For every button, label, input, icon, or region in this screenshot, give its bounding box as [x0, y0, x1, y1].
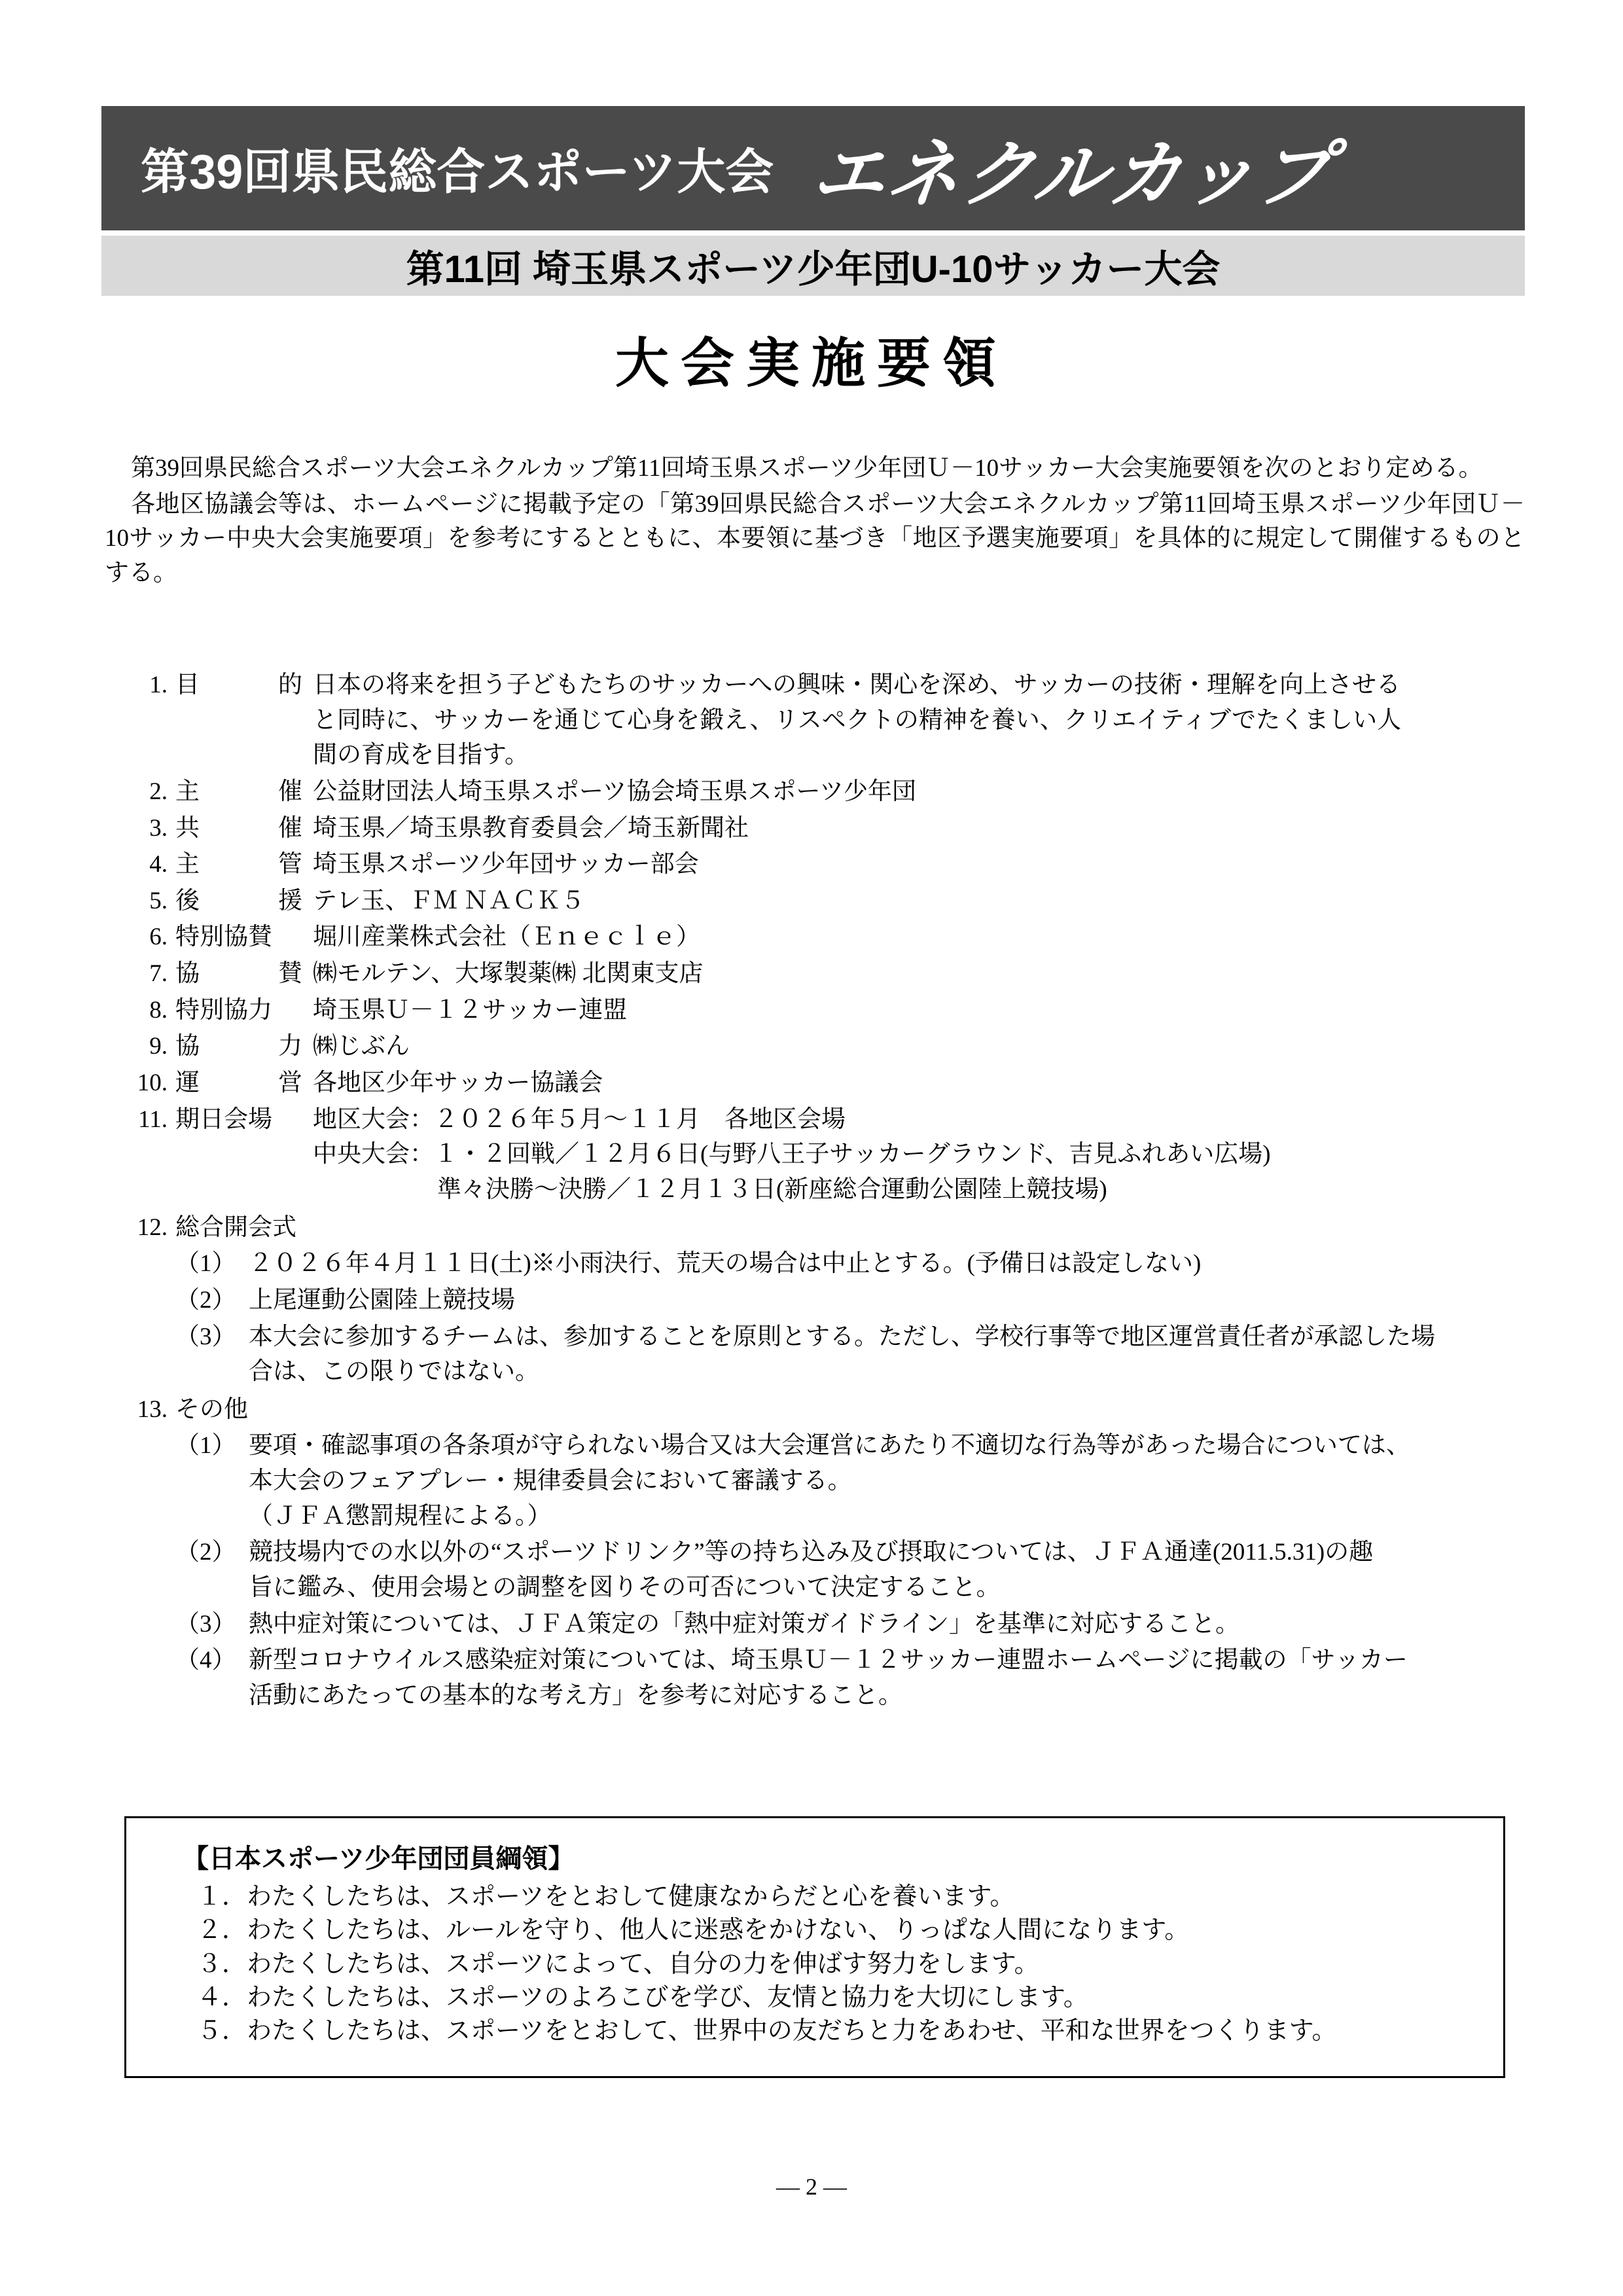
sub-item [124, 1535, 1531, 1605]
item-body-line: ㈱モルテン、大塚製薬㈱ 北関東支店 [313, 960, 704, 988]
item-number: 6. [149, 924, 168, 951]
sub-item-body [249, 1607, 1531, 1642]
item-label-part-b: 援 [278, 887, 302, 914]
item-body-line: 埼玉県スポーツ少年団サッカー部会 [313, 851, 699, 878]
item-label-part-a: 協 [175, 1033, 200, 1060]
item-body-line: 中央大会：１・２回戦／１２月６日(与野八王子サッカーグラウンド、吉見ふれあい広場) [313, 1141, 1271, 1168]
sub-item [124, 1319, 1531, 1390]
item-body [313, 920, 1531, 955]
item-body-line-indented: 準々決勝〜決勝／１２月１３日(新座総合運動公園陸上競技場) [437, 1175, 1107, 1203]
sub-item-line: 上尾運動公園陸上競技場 [249, 1286, 515, 1314]
item-body [313, 1066, 1531, 1101]
sub-item-number: （2） [175, 1539, 236, 1566]
item-body [313, 774, 1531, 810]
page-title: 大会実施要領 [615, 334, 1008, 393]
item-label [175, 1066, 313, 1101]
page-number: ― 2 ― [776, 2174, 847, 2200]
item-label-part-b: 賛 [278, 960, 302, 988]
sub-item-line: 合は、この限りではない。 [249, 1358, 539, 1386]
item-label-part-a: 協 [175, 960, 200, 988]
list-item [124, 811, 1531, 846]
sub-item-number: （2） [175, 1286, 236, 1314]
item-body [313, 1102, 1531, 1208]
item-label: その他 [175, 1395, 248, 1423]
sub-item [124, 1607, 1531, 1642]
item-body [313, 1029, 1531, 1064]
list-item [124, 774, 1531, 810]
intro-section [105, 452, 1525, 592]
list-item [124, 1102, 1531, 1208]
sub-item-body [249, 1428, 1531, 1534]
creed-title: 【日本スポーツ少年団団員綱領】 [183, 1844, 575, 1873]
item-body-line: ㈱じぶん [313, 1033, 410, 1060]
sub-item-line: ２０２６年４月１１日(土)※小雨決行、荒天の場合は中止とする。(予備日は設定しない) [249, 1250, 1202, 1278]
requirements-list [124, 668, 1531, 1713]
item-number: 3. [149, 814, 168, 842]
item-number: 10. [137, 1069, 168, 1097]
subtitle-banner [101, 236, 1525, 296]
sub-item-number: （1） [175, 1432, 236, 1460]
list-item [124, 847, 1531, 882]
sub-item-line: 熱中症対策については、ＪＦＡ策定の「熱中症対策ガイドライン」を基準に対応すること。 [249, 1610, 1240, 1638]
sub-item-number: （3） [175, 1323, 236, 1350]
list-item [124, 668, 1531, 773]
sub-item-line: 新型コロナウイルス感染症対策については、埼玉県Ｕ－１２サッカー連盟ホームページに掲載の「サッカー [249, 1647, 1408, 1674]
sub-item-line: 旨に鑑み、使用会場との調整を図りその可否について決定すること。 [249, 1574, 1001, 1602]
sub-item [124, 1428, 1531, 1534]
item-body-line: 埼玉県Ｕ－１２サッカー連盟 [313, 996, 628, 1024]
item-number: 5. [149, 887, 168, 914]
item-body-line: 各地区少年サッカー協議会 [313, 1069, 603, 1097]
sub-item-body [249, 1246, 1531, 1282]
sub-item-line: 要項・確認事項の各条項が守られない場合又は大会運営にあたり不適切な行為等があった場合については、 [249, 1432, 1410, 1460]
item-label-part-b: 的 [278, 672, 302, 698]
item-label [175, 811, 313, 846]
item-number: 2. [149, 778, 168, 805]
intro-paragraph-1: 第39回県民総合スポーツ大会エネクルカップ第11回埼玉県スポーツ少年団Ｕ－10サッカー大会実施要領を次のとおり定める。 [131, 455, 1483, 482]
item-body-line: 公益財団法人埼玉県スポーツ協会埼玉県スポーツ少年団 [313, 778, 917, 805]
list-item [124, 1066, 1531, 1101]
item-body-line: 埼玉県／埼玉県教育委員会／埼玉新聞社 [313, 814, 749, 842]
intro-paragraph-2: 各地区協議会等は、ホームページに掲載予定の「第39回県民総合スポーツ大会エネクルカップ第11回埼玉県スポーツ少年団Ｕ－10サッカー中央大会実施要項」を参考にするとともに、本要領に基づき「地区予選実施要項」を具体的に規定して開催するものとする。 [105, 490, 1525, 586]
sub-item [124, 1246, 1531, 1282]
list-item [124, 884, 1531, 919]
item-body [313, 884, 1531, 919]
item-label [175, 668, 313, 703]
list-item [124, 1392, 1531, 1713]
item-label: 期日会場 [175, 1105, 272, 1133]
banner-sponsor-cup-name: エネクルカップ [808, 133, 1336, 215]
sub-item-body [249, 1643, 1531, 1713]
item-label-part-a: 運 [175, 1069, 200, 1097]
item-number: 9. [149, 1033, 168, 1060]
list-item [124, 993, 1531, 1028]
item-body [313, 668, 1531, 773]
item-label-part-a: 主 [175, 778, 200, 805]
section-head [124, 1210, 1531, 1246]
sub-item-body [249, 1283, 1531, 1318]
item-label-part-b: 管 [278, 851, 302, 878]
sub-item [124, 1283, 1531, 1318]
item-body [313, 993, 1531, 1028]
item-label-part-a: 後 [175, 887, 200, 914]
item-body-line: 間の育成を目指す。 [313, 742, 529, 769]
item-body-line: 日本の将来を担う子どもたちのサッカーへの興味・関心を深め、サッカーの技術・理解を向上させる [313, 672, 1401, 698]
item-body-line: テレ玉、ＦＭ ＮＡＣＫ５ [313, 887, 585, 914]
creed-line: ５．わたくしたちは、スポーツをとおして、世界中の友だちと力をあわせ、平和な世界をつくります。 [197, 2017, 1337, 2045]
item-label-part-b: 催 [278, 778, 302, 805]
banner-event-name: 第39回県民総合スポーツ大会 [141, 145, 774, 199]
list-item [124, 1029, 1531, 1064]
sub-item-line: 本大会に参加するチームは、参加することを原則とする。ただし、学校行事等で地区運営責任者が承認した場 [249, 1323, 1435, 1350]
item-label [175, 1029, 313, 1064]
sub-item-line: （ＪＦＡ懲罰規程による。） [249, 1502, 552, 1530]
item-label [175, 847, 313, 882]
sub-item-line: 活動にあたっての基本的な考え方」を参考に対応すること。 [249, 1681, 902, 1709]
sub-item-body [249, 1535, 1531, 1605]
item-body-line: と同時に、サッカーを通じて心身を鍛え、リスペクトの精神を養い、クリエイティブでたくましい人 [313, 706, 1402, 734]
item-label-part-a: 主 [175, 851, 200, 878]
creed-line: １．わたくしたちは、スポーツをとおして健康なからだと心を養います。 [197, 1883, 1015, 1910]
item-number: 12. [137, 1213, 168, 1241]
creed-line: ３．わたくしたちは、スポーツによって、自分の力を伸ばす努力をします。 [197, 1950, 1039, 1978]
list-item [124, 956, 1531, 992]
item-number: 1. [149, 672, 168, 698]
creed-line: ４．わたくしたちは、スポーツのよろこびを学び、友情と協力を大切にします。 [197, 1983, 1088, 2011]
list-item [124, 920, 1531, 955]
item-body [313, 811, 1531, 846]
sub-item-number: （4） [175, 1647, 236, 1674]
item-number: 8. [149, 996, 168, 1024]
item-label [175, 774, 313, 810]
item-label: 総合開会式 [175, 1213, 296, 1241]
list-item [124, 1210, 1531, 1390]
item-label-part-a: 目 [175, 672, 200, 698]
item-body [313, 847, 1531, 882]
item-label [175, 956, 313, 992]
item-label-part-b: 力 [278, 1033, 302, 1060]
item-number: 4. [149, 851, 168, 878]
title-banner [101, 106, 1525, 230]
sub-item-body [249, 1319, 1531, 1390]
creed-box [124, 1816, 1505, 2078]
subtitle-text: 第11回 埼玉県スポーツ少年団U-10サッカー大会 [406, 248, 1221, 291]
sub-item-number: （3） [175, 1610, 236, 1638]
item-label-part-a: 共 [175, 814, 200, 842]
creed-line: ２．わたくしたちは、ルールを守り、他人に迷惑をかけない、りっぱな人間になります。 [197, 1916, 1190, 1945]
item-number: 11. [138, 1105, 168, 1133]
sub-item [124, 1643, 1531, 1713]
item-body [313, 956, 1531, 992]
item-label [175, 884, 313, 919]
section-head [124, 1392, 1531, 1427]
item-body-line: 堀川産業株式会社（Ｅｎｅｃｌｅ） [313, 924, 700, 951]
item-number: 7. [149, 960, 168, 988]
sub-item-line: 本大会のフェアプレー・規律委員会において審議する。 [249, 1467, 852, 1495]
item-label: 特別協賛 [175, 924, 272, 951]
item-number: 13. [137, 1395, 168, 1423]
item-label-part-b: 催 [278, 814, 302, 842]
item-body-line: 地区大会：２０２６年５月〜１１月 各地区会場 [313, 1105, 846, 1133]
item-label-part-b: 営 [278, 1069, 302, 1097]
item-label: 特別協力 [175, 996, 272, 1024]
sub-item-number: （1） [175, 1250, 236, 1278]
sub-item-line: 競技場内での水以外の“スポーツドリンク”等の持ち込み及び摂取については、ＪＦＡ通達(2011.5.31)の趣 [249, 1539, 1374, 1566]
